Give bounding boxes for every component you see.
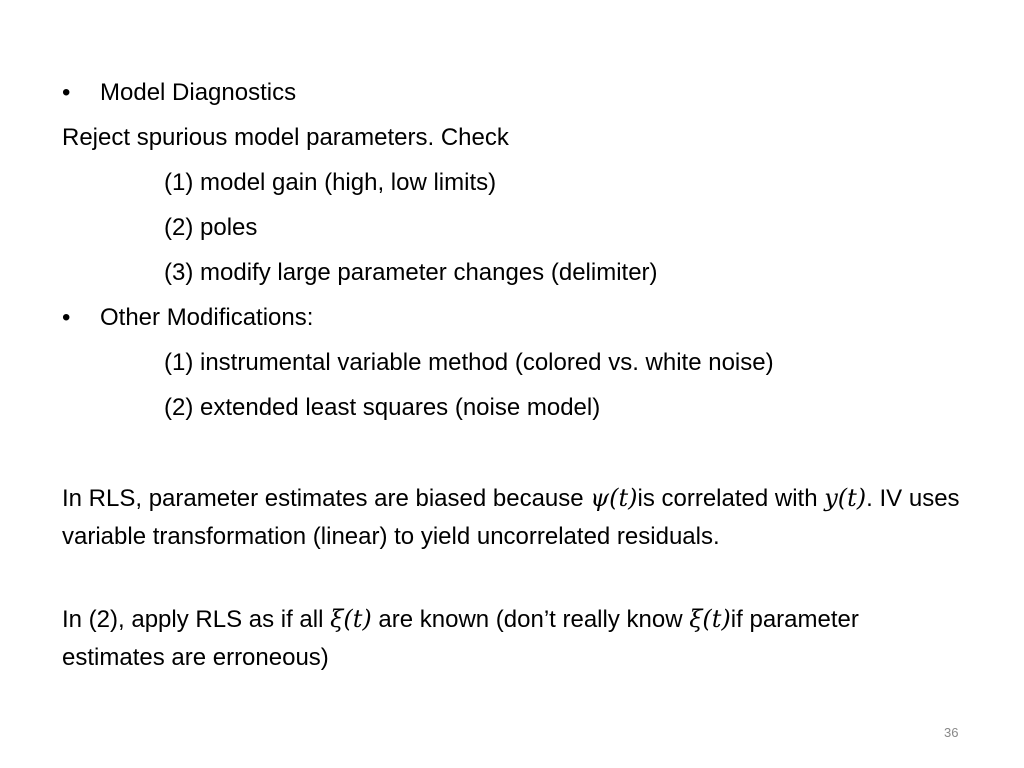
math-psi-t: ψ(t) (590, 484, 638, 512)
paragraph-text: is correlated with (637, 485, 825, 512)
paragraph-text: are known (don’t really know (371, 606, 690, 633)
bullet-glyph: • (62, 79, 71, 106)
diagnostics-intro: Reject spurious model parameters. Check (62, 124, 509, 151)
bullet-text: Model Diagnostics (100, 79, 297, 106)
rls-bias-paragraph (62, 479, 962, 556)
paragraph-text: In (2), apply RLS as if all (62, 606, 331, 633)
diagnostics-item: (2) poles (164, 214, 258, 241)
page-number: 36 (944, 725, 959, 740)
els-paragraph (62, 600, 962, 677)
bullet-text: Other Modifications: (100, 304, 314, 331)
modifications-item: (1) instrumental variable method (colored vs. white noise) (164, 349, 774, 376)
modifications-item: (2) extended least squares (noise model) (164, 394, 601, 421)
math-xi-t: ξ(t) (689, 605, 731, 633)
diagnostics-item: (3) modify large parameter changes (delimiter) (164, 259, 658, 286)
paragraph-text: In RLS, parameter estimates are biased because (62, 485, 591, 512)
paragraph-text: if parameter estimates are erroneous) (62, 606, 859, 671)
math-y-t: y(t) (824, 484, 867, 512)
math-xi-t: ξ(t) (330, 605, 372, 633)
diagnostics-item: (1) model gain (high, low limits) (164, 169, 497, 196)
paragraph-text: . IV uses variable transformation (linear) to yield uncorrelated residuals. (62, 485, 960, 550)
bullet-glyph: • (62, 304, 71, 331)
